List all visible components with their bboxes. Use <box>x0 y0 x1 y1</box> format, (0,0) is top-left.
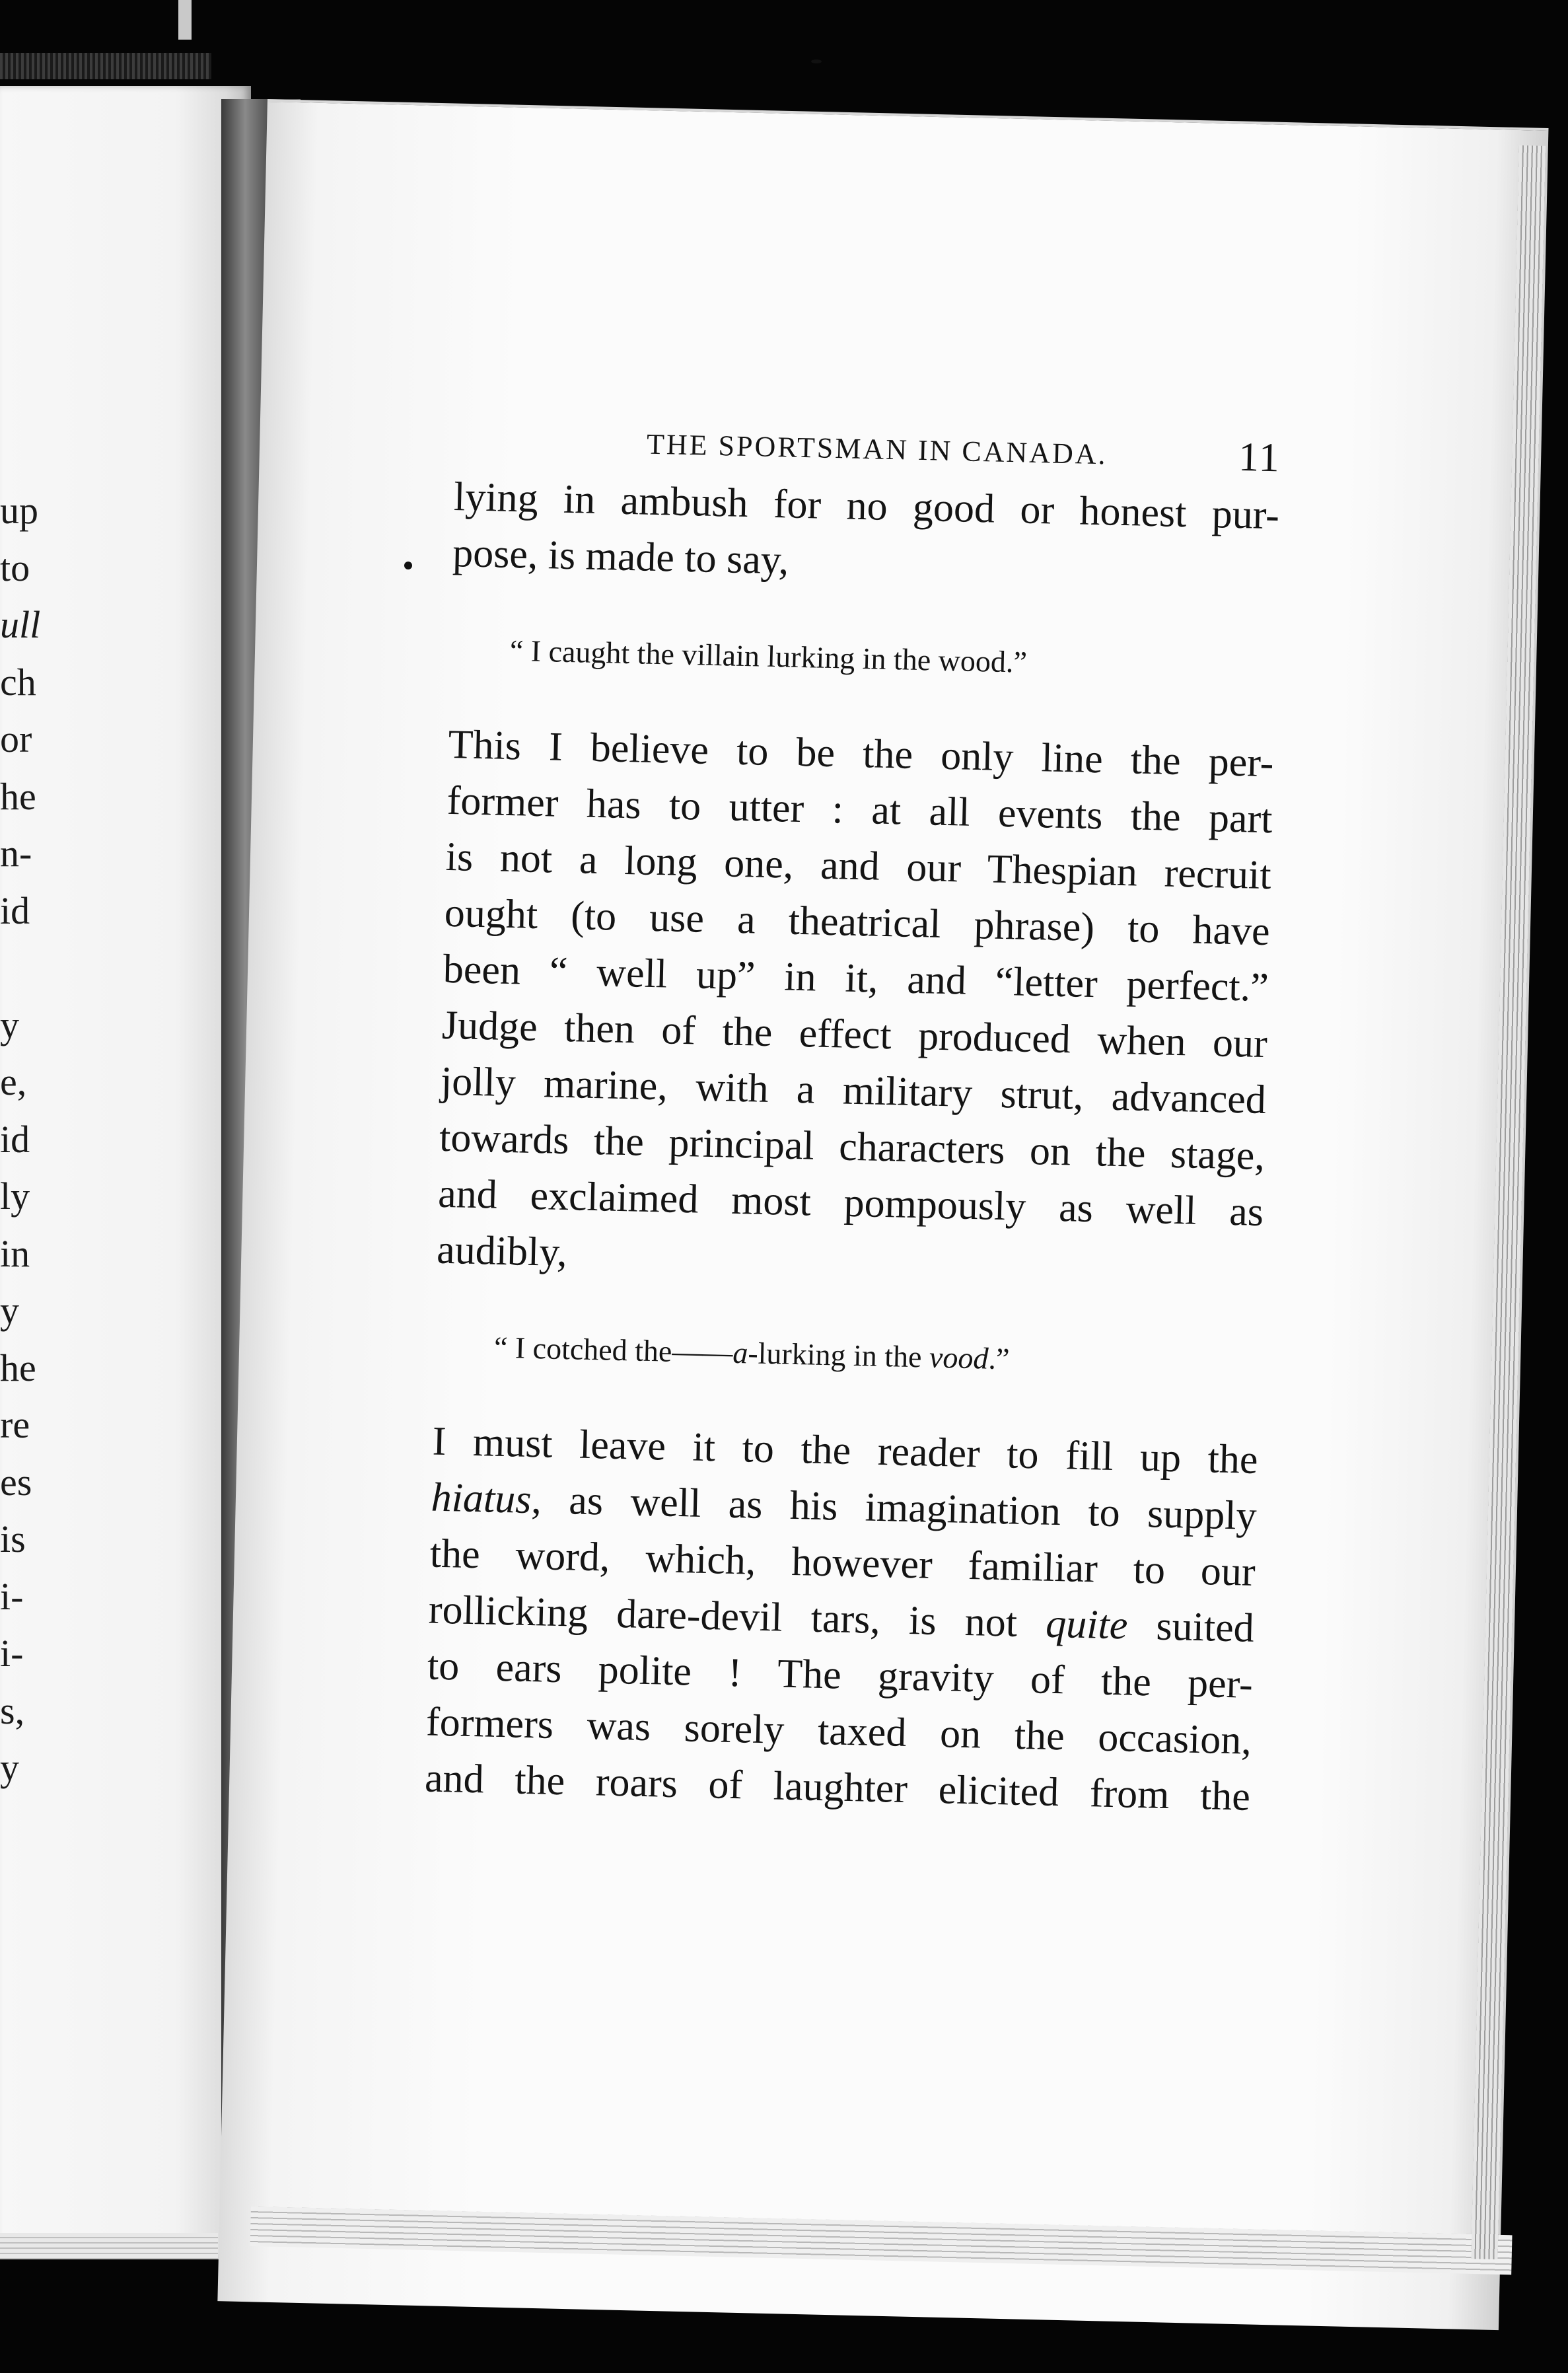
text-line: ought (to use a theatrical phrase) to have <box>444 890 1271 955</box>
left-page-text-fragments <box>0 482 40 1797</box>
text-line: lying in ambush for no good or honest pur- <box>453 474 1280 538</box>
text-line: I must leave it to the reader to fill up the <box>432 1418 1259 1482</box>
text-span: suited <box>1127 1603 1255 1651</box>
left-page-bottom-edge <box>0 2233 218 2259</box>
left-page-fragment: up <box>0 489 38 532</box>
left-page-fragment: id <box>0 1117 30 1161</box>
text-line: is not a long one, and our Thespian recruit <box>445 834 1272 898</box>
left-page-fragment: ull <box>0 603 41 646</box>
left-page-fragment: n- <box>0 832 32 875</box>
text-line: towards the principal characters on the stage, <box>439 1114 1265 1179</box>
ink-speck <box>811 59 822 63</box>
left-page-fragment: s, <box>0 1689 25 1732</box>
paragraph-2 <box>436 717 1274 1297</box>
text-line: been “ well up” in it, and “letter perfect.” <box>443 946 1269 1011</box>
text-line: to ears polite ! The gravity of the per- <box>427 1643 1254 1707</box>
paragraph-1 <box>452 469 1280 600</box>
left-page-fragment: y <box>0 1746 19 1789</box>
quote-2-middle: -lurking in the <box>747 1336 930 1374</box>
text-line: jolly marine, with a military strut, advanced <box>440 1058 1267 1123</box>
text-span: , as well as his imagination to supply <box>530 1477 1258 1539</box>
quote-2-after: .” <box>987 1341 1010 1376</box>
text-line: and the roars of laughter elicited from the <box>424 1755 1251 1819</box>
left-page-fragment: is <box>0 1517 26 1560</box>
ink-speck <box>404 562 412 569</box>
left-page-fragment: ly <box>0 1175 30 1218</box>
left-page-fragment: e, <box>0 1060 27 1103</box>
text-span: rollicking dare-devil tars, is not <box>428 1587 1047 1646</box>
left-page-fragment: re <box>0 1403 30 1446</box>
left-page-top-edge <box>0 53 211 79</box>
text-line: and exclaimed most pompously as well as <box>437 1171 1264 1235</box>
text-line: former has to utter : at all events the part <box>446 778 1273 842</box>
page-text <box>424 416 1281 1825</box>
italic-word-quite: quite <box>1045 1601 1129 1648</box>
text-line: This I believe to be the only line the per- <box>447 721 1275 786</box>
text-line: pose, is made to say, <box>452 530 790 583</box>
quotation-1: “ I caught the villain lurking in the wood.” <box>509 633 1028 679</box>
left-page-fragment: i- <box>0 1632 24 1675</box>
left-page-fragment: he <box>0 1346 36 1389</box>
page-number: 11 <box>1238 434 1281 481</box>
left-page-fragment: y <box>0 1289 19 1332</box>
left-page-fragment: or <box>0 717 32 760</box>
quote-2-italic-a: a <box>732 1335 748 1370</box>
left-page-fragment: in <box>0 1231 30 1275</box>
left-page-fragment: i- <box>0 1574 24 1618</box>
paragraph-3 <box>424 1414 1258 1825</box>
left-page-fragment: es <box>0 1460 32 1504</box>
text-line: audibly, <box>436 1227 568 1276</box>
left-page-fragment: id <box>0 889 30 932</box>
running-head-title: THE SPORTSMAN IN CANADA. <box>646 427 1108 471</box>
left-page-fragment: he <box>0 774 36 818</box>
left-page-fragment: ch <box>0 660 36 704</box>
left-page-fragment: y <box>0 1003 19 1046</box>
quote-2-before: “ I cotched the—— <box>493 1330 733 1369</box>
text-line: Judge then of the effect produced when our <box>441 1002 1268 1067</box>
text-line: formers was sorely taxed on the occasion, <box>425 1699 1252 1763</box>
italic-word-hiatus: hiatus <box>431 1475 532 1523</box>
left-page-fragment <box>0 939 40 997</box>
left-page-fragment: to <box>0 546 30 589</box>
scan-artifact <box>178 0 192 40</box>
quote-2-italic-vood: vood <box>929 1340 989 1375</box>
text-line: the word, which, however familiar to our <box>429 1531 1256 1595</box>
